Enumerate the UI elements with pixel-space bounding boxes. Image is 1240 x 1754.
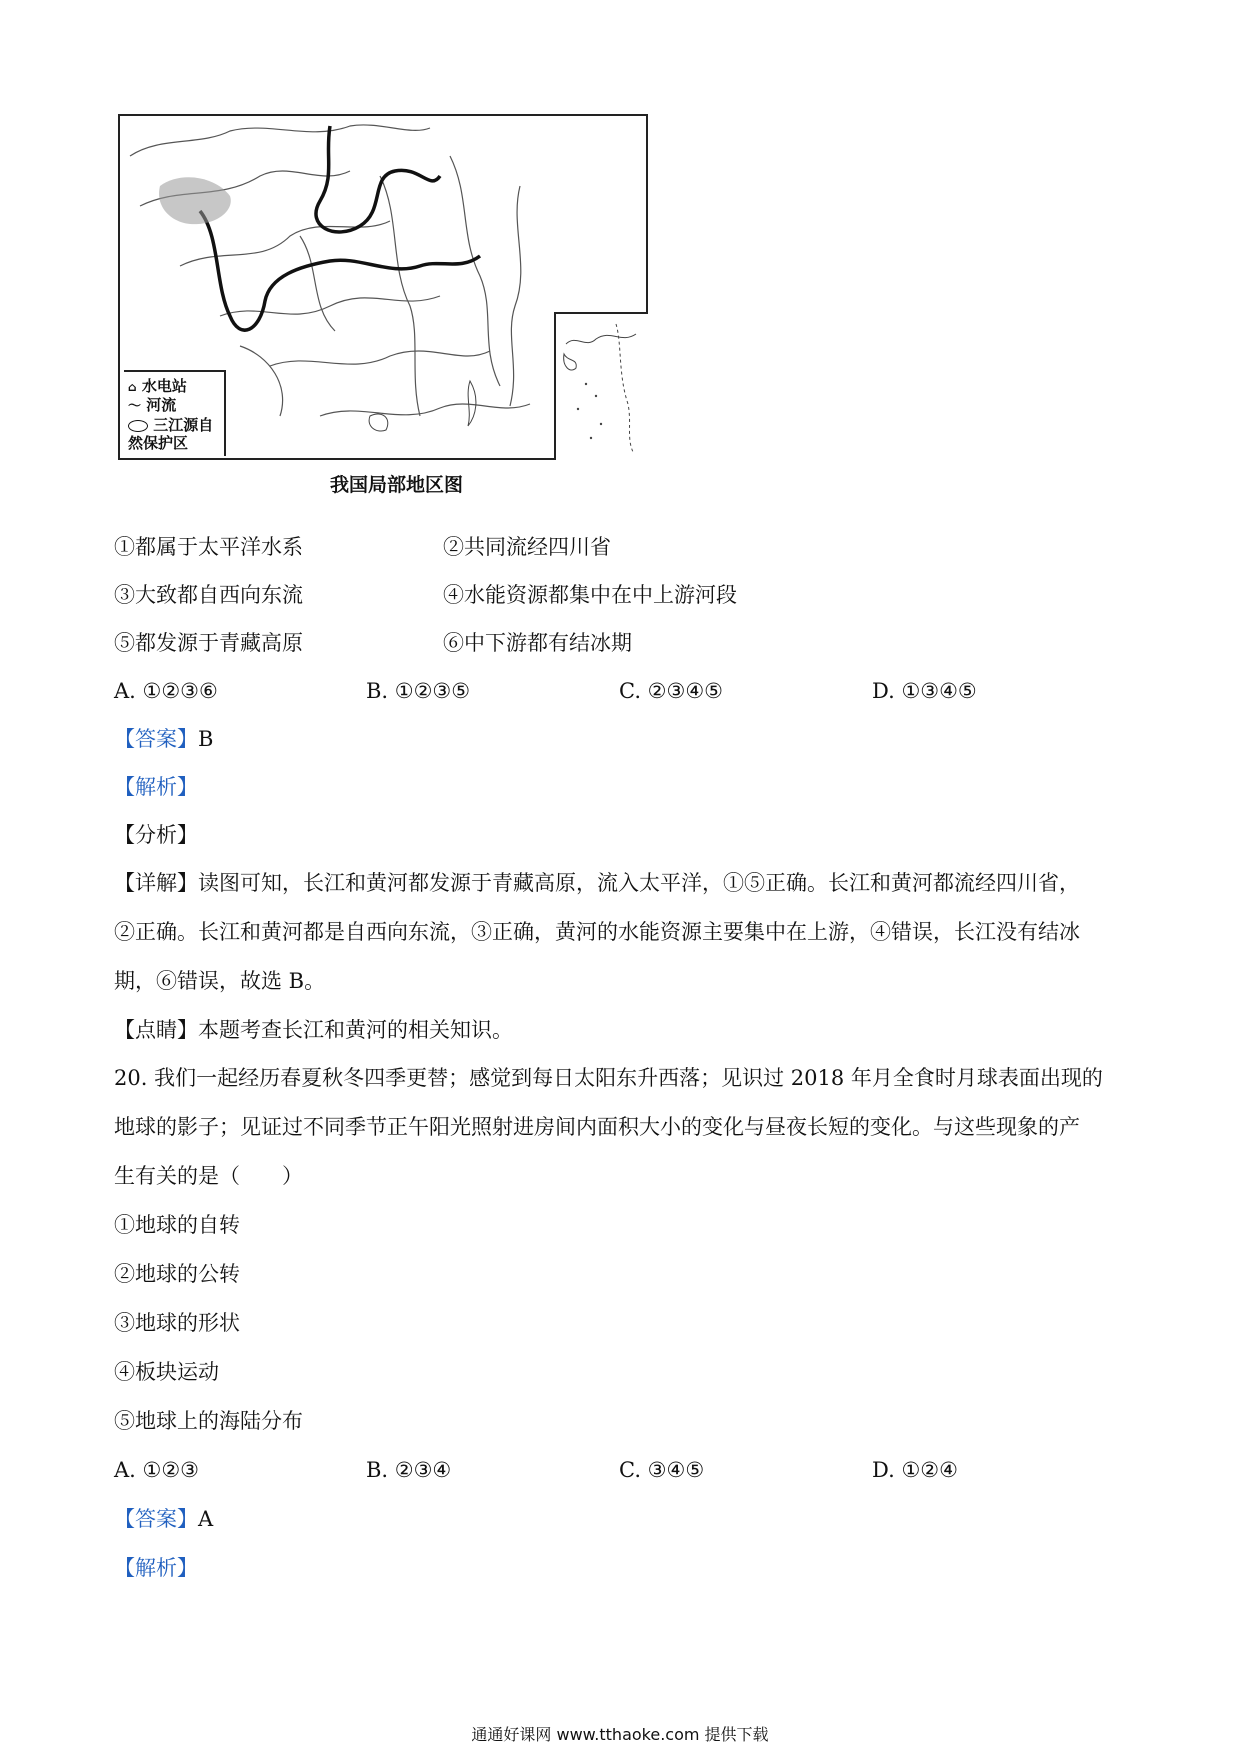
q19-answer-tag: 【答案】 — [114, 727, 198, 751]
q19-detail-line-1 — [114, 869, 1080, 897]
q20-stem-line-3: 生有关的是（ ） — [114, 1164, 303, 1188]
legend-reserve-label-1: 三江源自 — [153, 416, 214, 434]
q19-option-1: ①都属于太平洋水系 — [114, 535, 303, 559]
q19-detail-line-2: ②正确。长江和黄河都是自西向东流，③正确，黄河的水能资源主要集中在上游，④错误，长江没有结冰 — [114, 920, 1080, 944]
q19-option-3: ③大致都自西向东流 — [114, 583, 303, 607]
q19-answer-value: B — [198, 727, 214, 751]
q19-detail-text-1: 读图可知，长江和黄河都发源于青藏高原，流入太平洋，①⑤正确。长江和黄河都流经四川省， — [198, 871, 1080, 895]
q20-answer — [114, 1505, 213, 1533]
q20-stem-line-2: 地球的影子；见证过不同季节正午阳光照射进房间内面积大小的变化与昼夜长短的变化。与这些现象的产 — [114, 1115, 1080, 1139]
q20-option-4: ④板块运动 — [114, 1360, 219, 1384]
q19-analysis-tag: 【解析】 — [114, 775, 198, 799]
q19-detail-line-3: 期，⑥错误，故选 B。 — [114, 969, 326, 993]
q20-option-5: ⑤地球上的海陆分布 — [114, 1409, 303, 1433]
q19-choice-a: A. ①②③⑥ — [114, 679, 218, 703]
china-regional-map — [118, 114, 648, 460]
page-footer[interactable]: 通通好课网 www.tthaoke.com 提供下载 — [471, 1725, 769, 1744]
inset-drawing — [556, 314, 646, 458]
nature-reserve-icon — [128, 420, 148, 432]
q20-choice-b: B. ②③④ — [366, 1458, 452, 1482]
legend-reserve-label-2: 然保护区 — [128, 434, 189, 452]
map-legend — [124, 370, 226, 456]
river-line-icon: 〜 — [128, 399, 142, 414]
q19-option-4: ④水能资源都集中在中上游河段 — [443, 583, 737, 607]
q19-note — [114, 1016, 513, 1044]
q19-option-2: ②共同流经四川省 — [443, 535, 611, 559]
south-china-sea-inset — [554, 312, 648, 460]
q19-choice-d: D. ①③④⑤ — [872, 679, 977, 703]
q20-choice-c: C. ③④⑤ — [619, 1458, 705, 1482]
q20-option-2: ②地球的公转 — [114, 1262, 240, 1286]
q20-analysis-tag: 【解析】 — [114, 1556, 198, 1580]
q19-option-6: ⑥中下游都有结冰期 — [443, 631, 632, 655]
map-caption: 我国局部地区图 — [330, 474, 464, 496]
q20-answer-tag: 【答案】 — [114, 1507, 198, 1531]
q20-choice-d: D. ①②④ — [872, 1458, 958, 1482]
q19-choice-c: C. ②③④⑤ — [619, 679, 723, 703]
q19-answer — [114, 725, 213, 753]
q19-fenxi-tag: 【分析】 — [114, 823, 198, 847]
q20-option-1: ①地球的自转 — [114, 1213, 240, 1237]
q20-answer-value: A — [198, 1507, 214, 1531]
q19-choice-b: B. ①②③⑤ — [366, 679, 471, 703]
q19-option-5: ⑤都发源于青藏高原 — [114, 631, 303, 655]
q20-option-3: ③地球的形状 — [114, 1311, 240, 1335]
legend-river-label: 河流 — [146, 396, 177, 414]
legend-hydropower-label: 水电站 — [141, 377, 187, 395]
q19-detail-tag: 【详解】 — [114, 871, 198, 895]
q19-note-tag: 【点睛】 — [114, 1018, 198, 1042]
q20-stem-line-1: 20. 我们一起经历春夏秋冬四季更替；感觉到每日太阳东升西落；见识过 2018 年月全食时月球表面出现的 — [114, 1066, 1103, 1090]
q19-note-text: 本题考查长江和黄河的相关知识。 — [198, 1018, 513, 1042]
q20-choice-a: A. ①②③ — [114, 1458, 199, 1482]
hydropower-station-icon: ⌂ — [128, 380, 137, 394]
